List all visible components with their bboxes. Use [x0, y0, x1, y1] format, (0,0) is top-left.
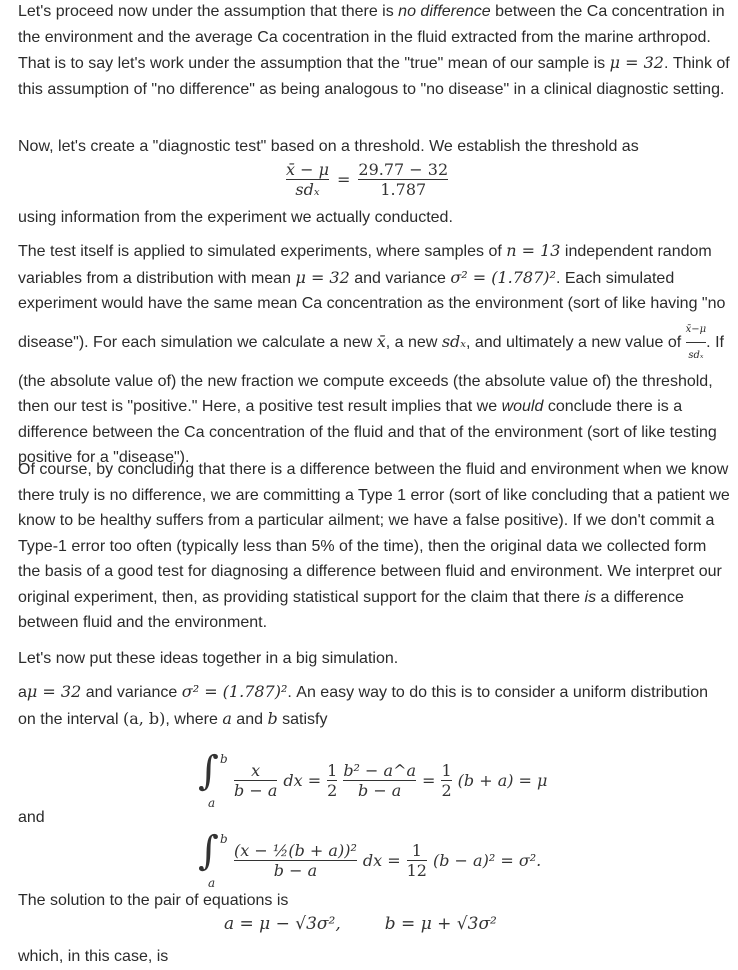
numerator: 1	[327, 760, 338, 780]
text: a	[18, 684, 27, 701]
fraction	[407, 841, 427, 880]
equals-sign: =	[422, 770, 436, 790]
paragraph-uniform-distribution	[18, 679, 730, 732]
paragraph-simulated-test	[18, 238, 730, 471]
math-inline: sdₓ	[441, 331, 466, 351]
integral-block	[198, 828, 228, 890]
numerator: x	[251, 760, 261, 780]
inline-fraction	[686, 317, 707, 369]
denominator: b − a	[234, 780, 278, 800]
text: Let's proceed now under the assumption that there is	[18, 3, 399, 20]
numerator: (x − ½(b + a))²	[234, 840, 357, 860]
denominator: 1.787	[380, 180, 427, 199]
denominator: 2	[441, 780, 452, 800]
numerator: 1	[441, 760, 452, 780]
math-inline: b	[267, 708, 278, 728]
text: , and ultimately a new value of	[465, 333, 686, 351]
text: independent random variables from a distribution with mean	[18, 243, 712, 287]
text: between the Ca concentration in the environment and the average Ca cocentration in the fluid extracted from the marine arthropod. That is to say let's work under the assumption that the "true" mean of our sample is	[18, 3, 725, 72]
dx: dx =	[283, 770, 322, 790]
math-inline: μ = 32	[609, 53, 664, 72]
expression: (b − a)² = σ².	[432, 850, 542, 870]
solution-a: a = μ − √3σ²,	[224, 914, 341, 934]
integral-sign: ∫	[198, 748, 219, 794]
math-inline: (a, b)	[122, 708, 166, 728]
text: satisfy	[277, 710, 328, 728]
fraction	[441, 761, 451, 800]
numerator: x̄−μ	[685, 323, 707, 335]
dx: dx =	[362, 850, 401, 870]
fraction	[234, 761, 277, 800]
equation-variance	[198, 828, 542, 890]
integral-block	[198, 748, 228, 810]
text: and variance	[81, 684, 182, 701]
denominator: 12	[406, 860, 427, 880]
paragraph-solution: The solution to the pair of equations is	[18, 892, 289, 909]
upper-limit: b	[220, 832, 228, 846]
paragraph-threshold-after: using information from the experiment we actually conducted.	[18, 209, 453, 226]
emphasis: would	[501, 398, 544, 415]
emphasis: no difference	[398, 3, 491, 20]
upper-limit: b	[220, 752, 228, 766]
text: , where	[165, 710, 223, 728]
paragraph-big-simulation: Let's now put these ideas together in a big simulation.	[18, 650, 399, 667]
threshold-equation	[286, 160, 448, 199]
numerator: x̄ − μ	[286, 160, 329, 179]
math-inline: σ² = (1.787)²	[450, 267, 556, 287]
lower-limit: a	[208, 876, 216, 890]
numerator: 1	[411, 840, 422, 860]
math-inline: σ² = (1.787)²	[181, 682, 288, 701]
denominator: b − a	[357, 780, 402, 800]
fraction	[327, 761, 337, 800]
math-inline: x̄	[376, 331, 386, 351]
text: a difference between fluid and the environment.	[18, 588, 684, 631]
fraction-left	[286, 160, 329, 199]
text: . Each simulated experiment would have the same mean Ca concentration as the environment (sort of like having "no disease"). For each simulation we calculate a new	[18, 269, 726, 351]
solution-b: b = μ + √3σ²	[384, 914, 497, 934]
text: . An easy way to do this is to consider a uniform distribution on the interval	[18, 684, 709, 728]
paragraph-and: and	[18, 809, 45, 826]
text: and	[231, 710, 268, 728]
integral-sign: ∫	[198, 828, 219, 874]
fraction-right	[358, 160, 448, 199]
numerator: 29.77 − 32	[358, 160, 449, 179]
denominator: sdₓ	[688, 350, 704, 361]
lower-limit: a	[208, 796, 216, 810]
denominator: b − a	[273, 860, 318, 880]
text: The test itself is applied to simulated experiments, where samples of	[18, 243, 507, 260]
numerator: b² − a^a	[343, 760, 417, 780]
paragraph-assumption	[18, 0, 730, 102]
paragraph-threshold-intro: Now, let's create a "diagnostic test" based on a threshold. We establish the threshold as	[18, 138, 639, 155]
text: conclude there is a difference between the Ca concentration of the fluid and that of the environment (sort of like testing positive for a "disease").	[18, 398, 717, 466]
equation-solution	[224, 914, 497, 934]
text: and variance	[349, 269, 451, 287]
paragraph-which: which, in this case, is	[18, 948, 169, 965]
math-inline: μ = 32	[295, 267, 350, 287]
math-inline: a	[222, 708, 232, 728]
fraction	[343, 761, 416, 800]
text: . If (the absolute value of) the new fraction we compute exceeds (the absolute value of) the threshold, then our test is "positive." Here, a positive test result implies that we	[18, 333, 724, 415]
text: , a new	[385, 333, 442, 351]
fraction	[234, 841, 357, 880]
paragraph-type1-error	[18, 457, 730, 636]
math-inline: μ = 32	[26, 682, 82, 701]
math-inline: n = 13	[506, 241, 561, 260]
equation-mean	[198, 748, 548, 810]
text: . Think of this assumption of "no difference" as being analogous to "no disease" in a clinical diagnostic setting.	[18, 55, 730, 98]
expression: (b + a) = μ	[457, 770, 548, 790]
equals-sign: =	[337, 170, 351, 189]
denominator: sdₓ	[295, 180, 320, 199]
denominator: 2	[327, 780, 338, 800]
text: Of course, by concluding that there is a difference between the fluid and environment when we know there truly is no difference, we are committing a Type 1 error (sort of like concluding that a patient we know to be healthy suffers from a particular ailment; we have a false positive). If we don't commit a Type-1 error too often (typically less than 5% of the time), then the original data we collected form the basis of a good test for diagnosing a difference between fluid and environment. We interpret our original experiment, then, as providing statistical support for the claim that there	[18, 461, 730, 606]
emphasis: is	[584, 588, 597, 606]
